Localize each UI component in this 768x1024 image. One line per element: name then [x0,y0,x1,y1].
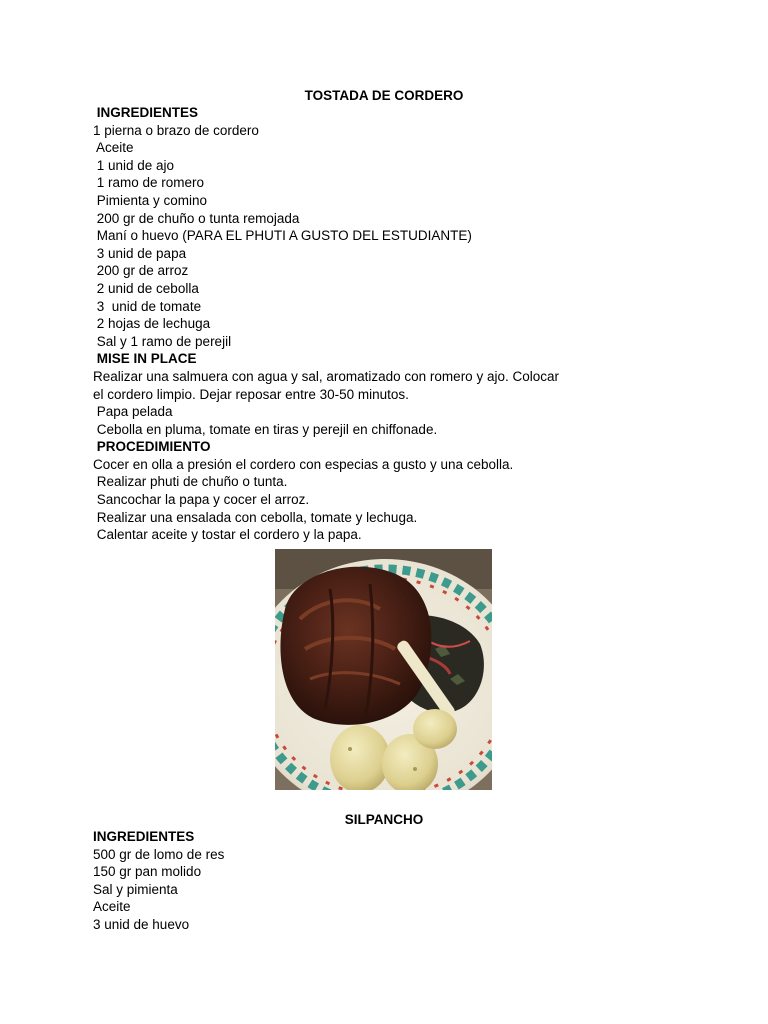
ingredient-line: 3 unid de huevo [93,916,190,932]
dish-photo [275,549,492,790]
mise-line: Realizar una salmuera con agua y sal, aromatizado con romero y ajo. Colocar [93,368,559,384]
recipe-body [93,104,653,544]
ingredient-line: Aceite [93,140,134,156]
ingredient-line: 3 unid de papa [93,245,187,261]
ingredient-line: 500 gr de lomo de res [93,846,225,862]
ingredient-line: 1 ramo de romero [93,175,205,191]
ingredient-line: 200 gr de chuño o tunta remojada [93,210,300,226]
ingredient-line: 200 gr de arroz [93,263,189,279]
mise-line: Cebolla en pluma, tomate en tiras y perejil en chiffonade. [93,421,438,437]
procedure-line: Realizar una ensalada con cebolla, tomate y lechuga. [93,509,418,525]
ingredient-line: 1 pierna o brazo de cordero [93,122,259,138]
ingredient-line: 2 unid de cebolla [93,280,199,296]
procedure-line: Cocer en olla a presión el cordero con especias a gusto y una cebolla. [93,456,514,472]
mise-line: Papa pelada [93,404,173,420]
mise-line: el cordero limpio. Dejar reposar entre 30-50 minutos. [93,386,409,402]
ingredients-heading: INGREDIENTES [93,829,195,844]
ingredients-heading: INGREDIENTES [93,105,199,120]
mise-heading: MISE IN PLACE [93,351,197,367]
ingredient-line: 150 gr pan molido [93,864,202,880]
ingredient-line: 3 unid de tomate [93,298,202,314]
procedure-line: Sancochar la papa y cocer el arroz. [93,492,310,508]
ingredient-line: 1 unid de ajo [93,157,175,173]
recipe-title: TOSTADA DE CORDERO [304,88,464,103]
ingredient-line: 2 hojas de lechuga [93,316,211,332]
procedure-line: Realizar phuti de chuño o tunta. [93,474,288,490]
ingredient-line: Sal y 1 ramo de perejil [93,333,232,349]
recipe-title: SILPANCHO [344,812,424,827]
ingredient-line: Sal y pimienta [93,881,178,897]
ingredient-line: Pimienta y comino [93,192,208,208]
recipe-body [93,828,653,934]
procedure-line: Calentar aceite y tostar el cordero y la papa. [93,527,362,543]
ingredient-line: Maní o huevo (PARA EL PHUTI A GUSTO DEL ESTUDIANTE) [93,228,472,244]
ingredient-line: Aceite [93,899,131,915]
procedure-heading: PROCEDIMIENTO [93,439,211,455]
